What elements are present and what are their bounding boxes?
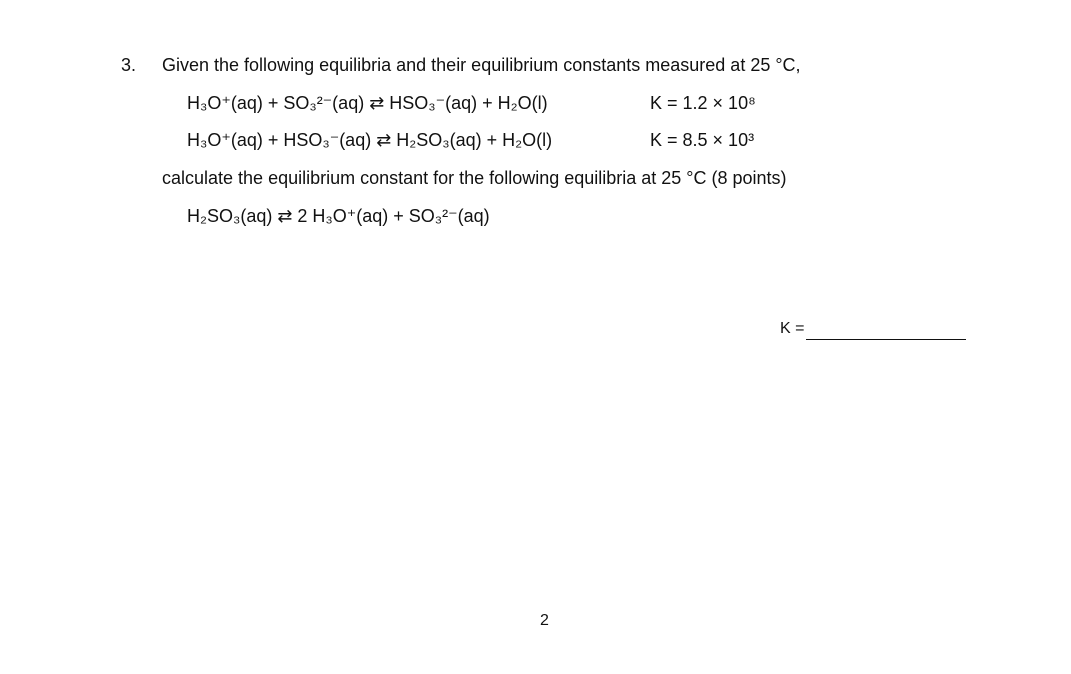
page-number: 2 [540,612,549,629]
target-equation: H₂SO₃(aq) ⇄ 2 H₃O⁺(aq) + SO₃²⁻(aq) [187,206,490,226]
answer-line [780,318,966,340]
equilibrium-constant-1: K = 1.2 × 10⁸ [650,93,756,113]
equilibrium-constant-2: K = 8.5 × 10³ [650,130,755,150]
question-intro: Given the following equilibria and their equilibrium constants measured at 25 °C, [162,55,801,75]
question-number: 3. [121,55,137,75]
answer-blank[interactable] [806,322,966,340]
equilibrium-equation-1: H₃O⁺(aq) + SO₃²⁻(aq) ⇄ HSO₃⁻(aq) + H₂O(l) [187,93,548,113]
question-instruction: calculate the equilibrium constant for the following equilibria at 25 °C (8 points) [162,168,787,188]
answer-label: K = [780,320,805,337]
equilibrium-equation-2: H₃O⁺(aq) + HSO₃⁻(aq) ⇄ H₂SO₃(aq) + H₂O(l) [187,130,553,150]
